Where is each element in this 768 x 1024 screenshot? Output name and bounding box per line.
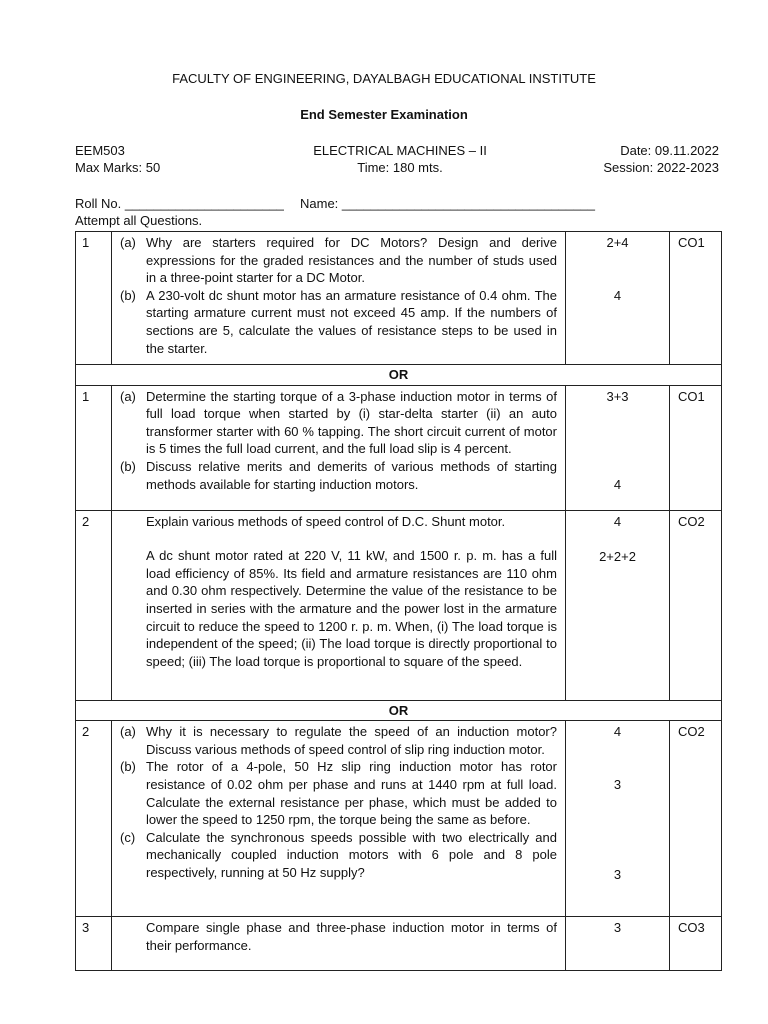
part-label: (b) <box>120 287 136 303</box>
question-part <box>120 758 557 828</box>
question-body <box>112 385 566 510</box>
exam-date: Date: 09.11.2022 <box>620 143 719 158</box>
question-row <box>76 721 722 917</box>
marks-cell <box>566 917 670 971</box>
question-part <box>120 388 557 458</box>
question-number: 3 <box>76 917 112 971</box>
part-marks: 4 <box>613 513 622 529</box>
part-marks: 3 <box>613 867 622 883</box>
instruction: Attempt all Questions. <box>75 213 203 228</box>
part-label: (b) <box>120 458 136 474</box>
course-outcome: CO2 <box>670 721 722 917</box>
course-outcome: CO1 <box>670 385 722 510</box>
roll-no-field: Roll No. ______________________ <box>75 196 284 211</box>
question-part <box>120 458 557 493</box>
max-marks: Max Marks: 50 <box>75 160 161 175</box>
part-marks: 4 <box>613 724 622 740</box>
question-text: Explain various methods of speed control of D.C. Shunt motor. <box>146 513 506 529</box>
exam-session: Session: 2022-2023 <box>603 160 719 175</box>
part-text: Why are starters required for DC Motors? Design and derive expressions for the graded resistances and the number of studs used in a three-point starter for a DC Motor. <box>146 235 557 286</box>
question-number: 1 <box>76 385 112 510</box>
exam-time: Time: 180 mts. <box>357 160 443 175</box>
question-number: 2 <box>76 510 112 700</box>
question-body <box>112 917 566 971</box>
part-marks: 2+4 <box>606 235 629 250</box>
part-marks: 3 <box>613 777 622 793</box>
marks-cell <box>566 510 670 700</box>
part-marks: 2+2+2 <box>599 548 636 564</box>
course-outcome: CO1 <box>670 232 722 365</box>
question-part <box>120 829 557 882</box>
question-text: Compare single phase and three-phase induction motor in terms of their performance. <box>146 920 557 953</box>
question-text: A dc shunt motor rated at 220 V, 11 kW, and 1500 r. p. m. has a full load efficiency of 85%. Its field and armature resistances are 110 ohm and 0.30 ohm respectively. Determine the value of the resistance to be inserted in series with the armature and the power lost in the armature circuit to reduce the speed to 1200 r. p. m. When, (i) The load torque is independent of the speed; (ii) The load torque is directly proportional to speed; (iii) The load torque is proportional to square of the speed. <box>146 548 557 669</box>
question-row <box>76 385 722 510</box>
question-row <box>76 232 722 365</box>
or-label: OR <box>76 365 722 386</box>
marks-cell <box>566 385 670 510</box>
part-marks: 3 <box>613 920 622 936</box>
part-text: Why it is necessary to regulate the speed of an induction motor? Discuss various methods of speed control of slip ring induction motor. <box>146 724 557 757</box>
or-label: OR <box>76 700 722 721</box>
question-body <box>112 510 566 700</box>
subject-title: ELECTRICAL MACHINES – II <box>313 143 487 158</box>
question-number: 2 <box>76 721 112 917</box>
marks-cell <box>566 721 670 917</box>
question-row <box>76 917 722 971</box>
part-label: (a) <box>120 388 136 404</box>
question-part <box>120 234 557 287</box>
part-marks: 4 <box>613 476 622 492</box>
part-text: Calculate the synchronous speeds possible with two electrically and mechanically coupled induction motors with 6 pole and 8 pole respectively, running at 50 Hz supply? <box>146 829 557 880</box>
or-row <box>76 700 722 721</box>
exam-title: End Semester Examination <box>300 107 468 122</box>
part-label: (a) <box>120 235 136 250</box>
part-text: Discuss relative merits and demerits of various methods of starting methods available for starting induction motors. <box>146 458 557 492</box>
course-outcome: CO2 <box>670 510 722 700</box>
part-marks: 4 <box>613 288 622 303</box>
name-field: Name: ___________________________________ <box>300 196 595 211</box>
marks-cell <box>566 232 670 365</box>
question-part <box>120 723 557 758</box>
course-code: EEM503 <box>75 143 125 158</box>
part-label: (c) <box>120 829 136 845</box>
part-text: A 230-volt dc shunt motor has an armature resistance of 0.4 ohm. The starting armature current must not exceed 45 amp. If the numbers of sections are 5, calculate the values of resistance steps to be used in the starter. <box>146 287 557 356</box>
part-text: Determine the starting torque of a 3-phase induction motor in terms of full load torque when started by (i) star-delta starter (ii) an auto transformer starter with 60 % tapping. The short circuit current of motor is 5 times the full load current, and the full load slip is 4 percent. <box>146 388 557 457</box>
course-outcome: CO3 <box>670 917 722 971</box>
question-body <box>112 232 566 365</box>
question-number: 1 <box>76 232 112 365</box>
question-row <box>76 510 722 700</box>
part-marks: 3+3 <box>606 388 629 404</box>
question-part <box>120 287 557 357</box>
question-body <box>112 721 566 917</box>
question-table <box>75 231 722 971</box>
part-label: (a) <box>120 724 136 740</box>
part-label: (b) <box>120 759 136 775</box>
institute-title: FACULTY OF ENGINEERING, DAYALBAGH EDUCATIONAL INSTITUTE <box>172 71 596 86</box>
part-text: The rotor of a 4-pole, 50 Hz slip ring induction motor has rotor resistance of 0.02 ohm per phase and runs at 1440 rpm at full load. Calculate the external resistance per phase, which must be added to lower the speed to 1250 rpm, the torque being the same as before. <box>146 759 557 828</box>
or-row <box>76 365 722 386</box>
